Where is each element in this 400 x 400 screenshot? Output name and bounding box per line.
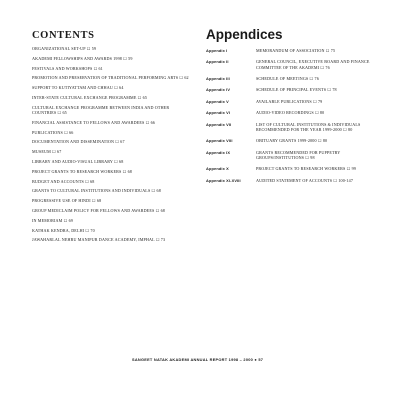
appendix-label: Appendix VIII <box>206 138 233 144</box>
appendix-label: Appendix X <box>206 166 229 172</box>
appendix-label: Appendix IX <box>206 149 231 155</box>
contents-column <box>32 30 192 247</box>
page-footer: SANGEET NATAK AKADEMI ANNUAL REPORT 1998 – 2000 ● 57 <box>132 357 264 362</box>
contents-item: IN MEMORIAM ☐ 69 <box>32 217 73 223</box>
contents-item: LIBRARY AND AUDIO-VISUAL LIBRARY ☐ 68 <box>32 158 124 164</box>
contents-item: FESTIVALS AND WORKSHOPS ☐ 61 <box>32 65 103 71</box>
contents-item: JAWAHARLAL NEHRU MANIPUR DANCE ACADEMY, IMPHAL ☐ 73 <box>32 237 166 243</box>
appendix-title: OBITUARY GRANTS 1999-2000 ☐ 80 <box>256 138 328 144</box>
appendix-row <box>206 178 378 183</box>
appendix-label: Appendix II <box>206 59 229 65</box>
appendix-title: AUDITED STATEMENT OF ACCOUNTS ☐ 100-147 <box>256 177 354 183</box>
appendices-column <box>206 27 378 189</box>
contents-item: PROMOTION AND PRESERVATION OF TRADITIONAL PERFORMING ARTS ☐ 62 <box>32 75 189 81</box>
appendix-row <box>206 48 378 53</box>
contents-item: BUDGET AND ACCOUNTS ☐ 68 <box>32 178 95 184</box>
appendix-title: LIST OF CULTURAL INSTITUTIONS & INDIVIDUALS RECOMMENDED FOR THE YEAR 1999-2000 ☐ 80 <box>256 121 361 132</box>
contents-item: KATHAK KENDRA, DELHI ☐ 70 <box>32 227 95 233</box>
appendix-label: Appendix VII <box>206 121 232 127</box>
appendix-title: SCHEDULE OF PRINCIPAL EVENTS ☐ 78 <box>256 87 337 93</box>
appendix-row <box>206 150 378 160</box>
appendix-row <box>206 76 378 81</box>
contents-item: DOCUMENTATION AND DISSEMINATION ☐ 67 <box>32 139 125 145</box>
appendix-title: PROJECT GRANTS TO RESEARCH WORKERS ☐ 99 <box>256 166 356 172</box>
contents-list <box>32 46 192 243</box>
appendix-row <box>206 110 378 115</box>
appendix-title: GENERAL COUNCIL, EXECUTIVE BOARD AND FINANCE COMMITTEE OF THE AKADEMI ☐ 76 <box>256 59 370 70</box>
contents-heading: CONTENTS <box>32 30 95 41</box>
appendix-title: SCHEDULE OF MEETINGS ☐ 76 <box>256 75 319 81</box>
contents-item: MUSEUM ☐ 67 <box>32 149 62 155</box>
contents-item: GROUP MEDICLAIM POLICY FOR FELLOWS AND AWARDEES ☐ 68 <box>32 207 165 213</box>
contents-item: GRANTS TO CULTURAL INSTITUTIONS AND INDIVIDUALS ☐ 68 <box>32 188 161 194</box>
appendix-label: Appendix XI-XVIII <box>206 177 241 183</box>
appendix-row <box>206 138 378 143</box>
appendix-row <box>206 122 378 132</box>
appendix-row <box>206 166 378 171</box>
appendix-title: AVAILABLE PUBLICATIONS ☐ 79 <box>256 98 323 104</box>
contents-item: AKADEMI FELLOWSHIPS AND AWARDS 1998 ☐ 59 <box>32 55 133 61</box>
appendix-label: Appendix III <box>206 75 230 81</box>
appendix-row <box>206 87 378 92</box>
appendix-title: AUDIO-VIDEO RECORDINGS ☐ 80 <box>256 110 325 116</box>
contents-item: PROJECT GRANTS TO RESEARCH WORKERS ☐ 68 <box>32 168 132 174</box>
contents-item: ORGANIZATIONAL SET-UP ☐ 59 <box>32 46 97 51</box>
appendix-list <box>206 48 378 183</box>
contents-item: PUBLICATIONS ☐ 66 <box>32 129 74 135</box>
appendix-label: Appendix VI <box>206 110 231 116</box>
contents-item: CULTURAL EXCHANGE PROGRAMME BETWEEN INDIA AND OTHER COUNTRIES ☐ 65 <box>32 104 170 115</box>
appendix-title: MEMORANDUM OF ASSOCIATION ☐ 75 <box>256 48 336 53</box>
contents-item: INTER-STATE CULTURAL EXCHANGE PROGRAMME ☐ 65 <box>32 94 148 100</box>
appendix-label: Appendix IV <box>206 87 231 93</box>
appendix-row <box>206 59 378 69</box>
contents-item: SUPPORT TO KUTIYATTAM AND CHHAU ☐ 64 <box>32 85 124 91</box>
contents-item: PROGRESSIVE USE OF HINDI ☐ 68 <box>32 198 102 204</box>
appendix-label: Appendix V <box>206 98 229 104</box>
contents-item: FINANCIAL ASSISTANCE TO FELLOWS AND AWARDEES ☐ 66 <box>32 119 155 125</box>
appendix-row <box>206 99 378 104</box>
appendix-label: Appendix I <box>206 48 228 53</box>
appendix-title: GRANTS RECOMMENDED FOR PUPPETRY GROUPS/INSTITUTIONS ☐ 98 <box>256 149 341 160</box>
appendices-heading: Appendices <box>206 27 283 42</box>
